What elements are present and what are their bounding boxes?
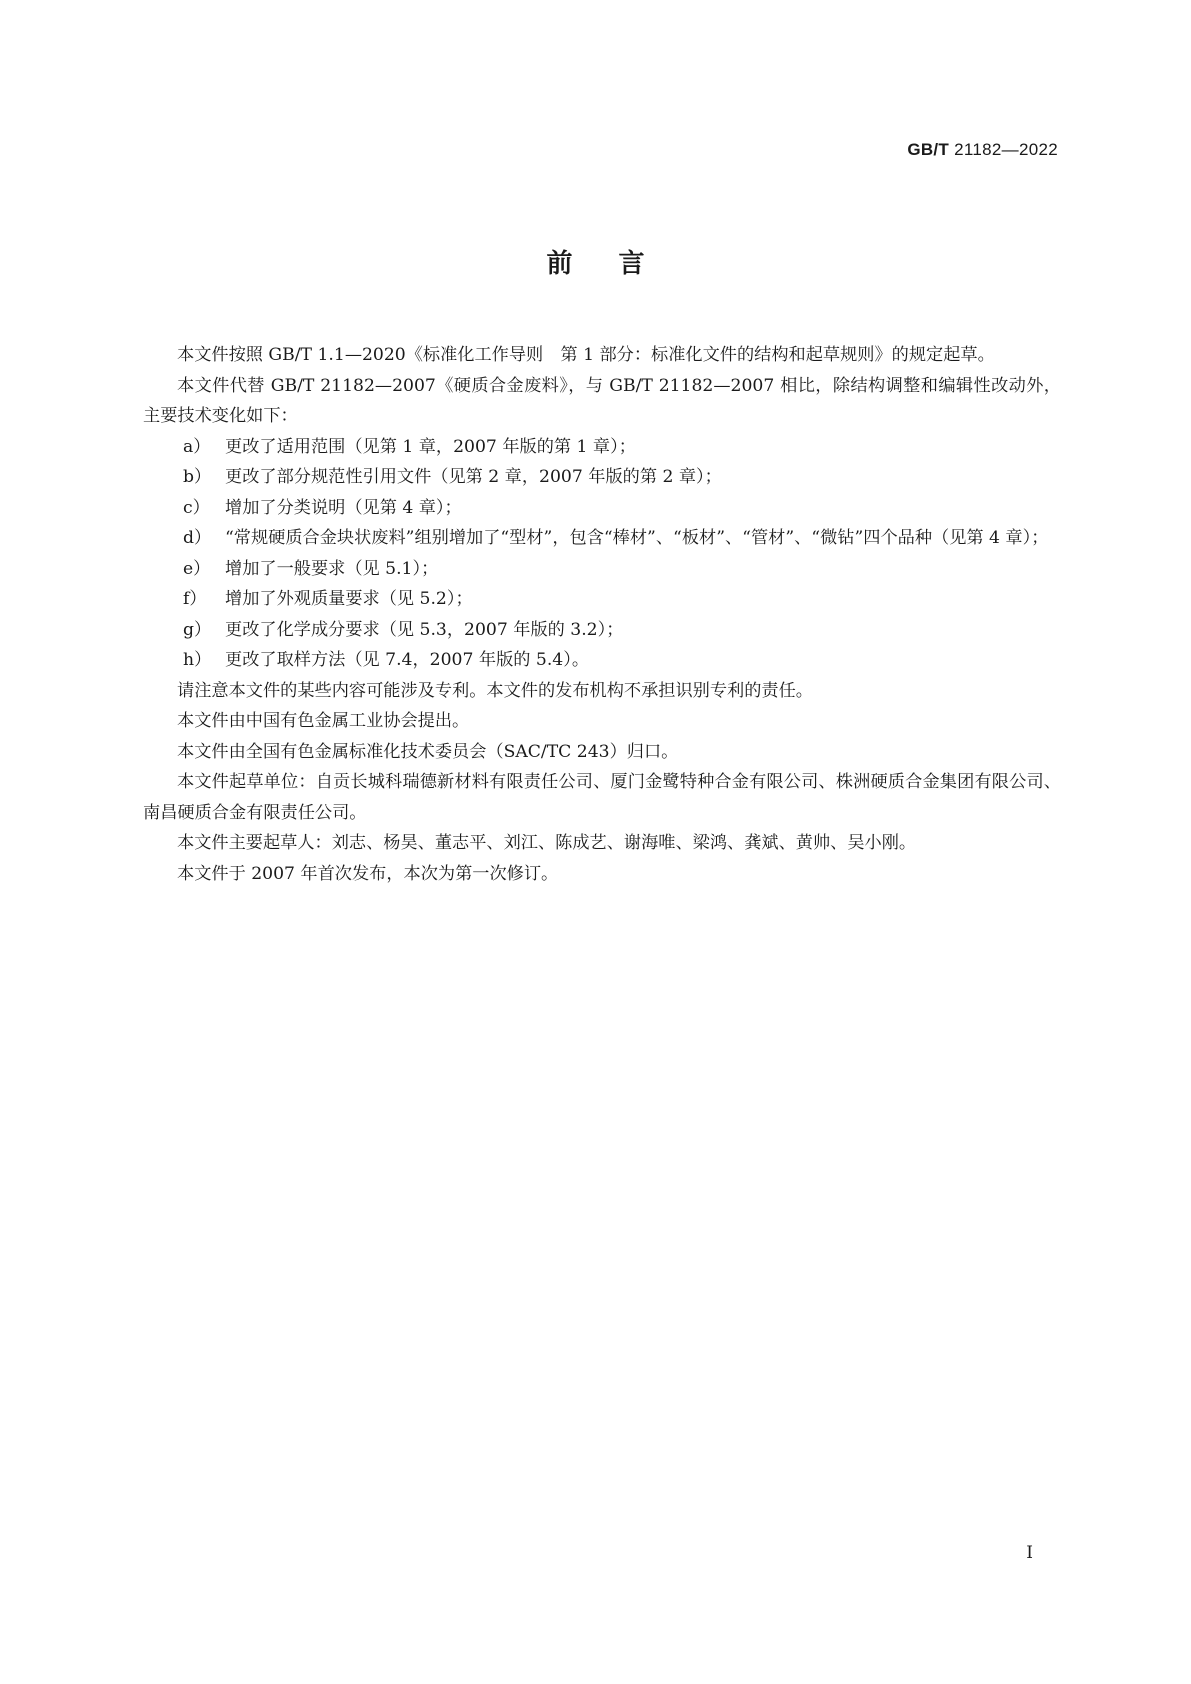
list-item-text: 更改了部分规范性引用文件（见第 2 章，2007 年版的第 2 章）；: [225, 467, 722, 487]
list-marker: f）: [183, 589, 207, 609]
page-number: I: [1026, 1543, 1033, 1563]
list-item: [143, 615, 1061, 646]
document-body: [143, 340, 1061, 889]
list-item: [143, 523, 1061, 554]
list-item: [143, 462, 1061, 493]
list-item: [143, 645, 1061, 676]
list-item: [143, 493, 1061, 524]
paragraph: 本文件起草单位：自贡长城科瑞德新材料有限责任公司、厦门金鹭特种合金有限公司、株洲硬质合金集团有限公司、南昌硬质合金有限责任公司。: [143, 772, 1061, 823]
list-marker: b）: [183, 467, 212, 487]
paragraph: 本文件按照 GB/T 1.1—2020《标准化工作导则 第 1 部分：标准化文件的结构和起草规则》的规定起草。: [177, 345, 995, 365]
list-marker: e）: [183, 558, 211, 579]
paragraph: 请注意本文件的某些内容可能涉及专利。本文件的发布机构不承担识别专利的责任。: [177, 680, 813, 701]
paragraph: 本文件由中国有色金属工业协会提出。: [177, 711, 470, 731]
standard-number: [907, 140, 1058, 160]
paragraph: 本文件代替 GB/T 21182—2007《硬质合金废料》，与 GB/T 21182—2007 相比，除结构调整和编辑性改动外，主要技术变化如下：: [143, 375, 1061, 426]
list-item: [143, 584, 1061, 615]
paragraph: 本文件主要起草人：刘志、杨昊、董志平、刘江、陈成艺、谢海唯、梁鸿、龚斌、黄帅、吴小刚。: [177, 833, 917, 853]
standard-code: GB/T: [907, 140, 950, 159]
list-marker: a）: [183, 436, 211, 457]
list-item-text: 增加了外观质量要求（见 5.2）；: [225, 589, 473, 609]
paragraph: 本文件由全国有色金属标准化技术委员会（SAC/TC 243）归口。: [177, 741, 679, 762]
list-marker: g）: [183, 619, 212, 640]
list-item-text: 更改了适用范围（见第 1 章，2007 年版的第 1 章）；: [225, 436, 636, 457]
standard-number-value: 21182—2022: [954, 140, 1058, 159]
list-marker: h）: [183, 650, 212, 670]
list-item-text: “常规硬质合金块状废料”组别增加了“型材”，包含“棒材”、“板材”、“管材”、“微钻”四个品种（见第 4 章）；: [225, 528, 1049, 548]
list-marker: d）: [183, 528, 212, 548]
changes-list: [143, 432, 1061, 676]
list-item-text: 更改了取样方法（见 7.4，2007 年版的 5.4）。: [225, 650, 590, 670]
page-title: 前言: [546, 249, 691, 279]
list-item-text: 增加了一般要求（见 5.1）；: [225, 558, 439, 579]
paragraph: 本文件于 2007 年首次发布，本次为第一次修订。: [177, 863, 559, 884]
list-marker: c）: [183, 497, 210, 518]
list-item: [143, 554, 1061, 585]
list-item-text: 更改了化学成分要求（见 5.3，2007 年版的 3.2）；: [225, 619, 624, 640]
list-item: [143, 432, 1061, 463]
list-item-text: 增加了分类说明（见第 4 章）；: [225, 497, 462, 518]
